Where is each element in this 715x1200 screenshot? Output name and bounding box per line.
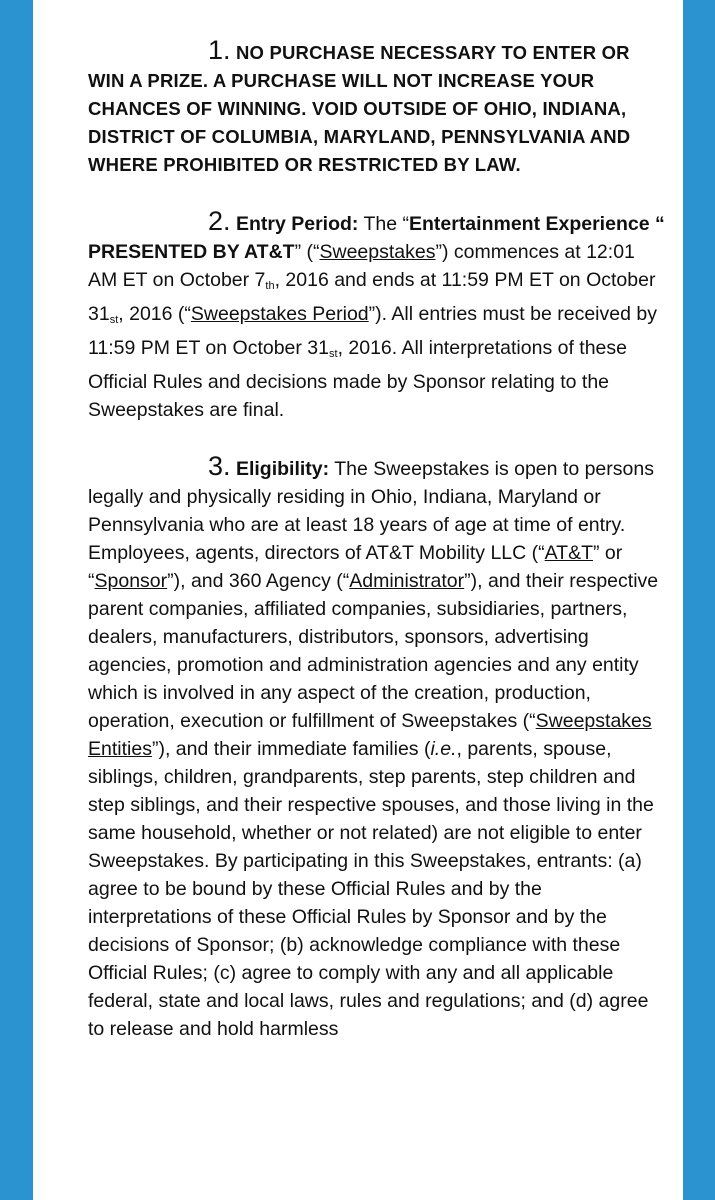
latin-abbrev: i.e. [430, 738, 457, 760]
document-page [33, 0, 683, 1200]
defined-term: Sponsor [94, 570, 168, 592]
defined-term: Sweepstakes [319, 241, 436, 263]
rule-text: ”). All entries must be received by 11:59 PM ET on October 31 [88, 303, 657, 359]
rule-number: 3. [208, 451, 231, 481]
rule-text: ”), and 360 Agency (“ [167, 570, 350, 592]
rule-heading: Entry Period: [235, 213, 359, 235]
rule-text: , 2016 and ends at 11:59 PM ET on October 31 [88, 269, 656, 325]
rule-text: ”), and their immediate families ( [151, 738, 431, 760]
rule-text: , parents, spouse, siblings, children, grandparents, step parents, step children and step siblings, and their respective spouses, and those living in the same household, whether or not related) are not eligible to enter Sweepstakes. By participating in this Sweepstakes, entrants: (a) agree to be bound by these Official Rules and by the interpretations of these Official Rules by Sponsor and by the decisions of Sponsor; (b) acknowledge compliance with these Official Rules; (c) agree to comply with any and all applicable federal, state and local laws, rules and regulations; and (d) agree to release and hold harmless [88, 738, 654, 1040]
rule-text: , 2016 (“ [118, 303, 191, 325]
rule-number: 2. [208, 206, 231, 236]
rule-text: , 2016. All interpretations of these Official Rules and decisions made by Sponsor relating to the Sweepstakes are final. [88, 337, 627, 421]
rule-text: ” (“ [294, 241, 320, 263]
rule-1 [88, 36, 665, 179]
rules-content [33, 0, 683, 1043]
rule-2 [88, 207, 665, 424]
rule-3 [88, 452, 665, 1043]
defined-term: AT&T [544, 542, 594, 564]
ordinal-suffix: th [265, 280, 275, 292]
rule-text: ”), and their respective parent companies, affiliated companies, subsidiaries, partners, dealers, manufacturers, distributors, sponsors, advertising agencies, promotion and administration agencies and any entity which is involved in any aspect of the creation, production, operation, execution or fulfillment of Sweepstakes (“ [88, 570, 659, 732]
rule-text: ”) commences at 12:01 AM ET on October 7 [88, 241, 635, 291]
rule-text: The Sweepstakes is open to persons legally and physically residing in Ohio, Indiana, Maryland or Pennsylvania who are at least 18 years of age at time of entry. Employees, agents, directors of AT&T Mobility LLC (“ [88, 458, 654, 564]
ordinal-suffix: st [329, 348, 338, 360]
defined-term: Sweepstakes Entities [88, 710, 652, 760]
rule-heading: Eligibility: [235, 458, 330, 480]
defined-term: Administrator [349, 570, 465, 592]
defined-term: Sweepstakes Period [190, 303, 369, 325]
rule-number: 1. [208, 35, 231, 65]
sweepstakes-name: Entertainment Experience “ PRESENTED BY AT&T [88, 213, 665, 263]
rule-text: The “ [358, 213, 409, 235]
ordinal-suffix: st [109, 314, 119, 326]
rule-1-text: NO PURCHASE NECESSARY TO ENTER OR WIN A PRIZE. A PURCHASE WILL NOT INCREASE YOUR CHANCES OF WINNING. VOID OUTSIDE OF OHIO, INDIANA, DISTRICT OF COLUMBIA, MARYLAND, PENNSYLVANIA AND WHERE PROHIBITED OR RESTRICTED BY LAW. [88, 42, 631, 175]
rule-text: ” or “ [88, 542, 623, 592]
